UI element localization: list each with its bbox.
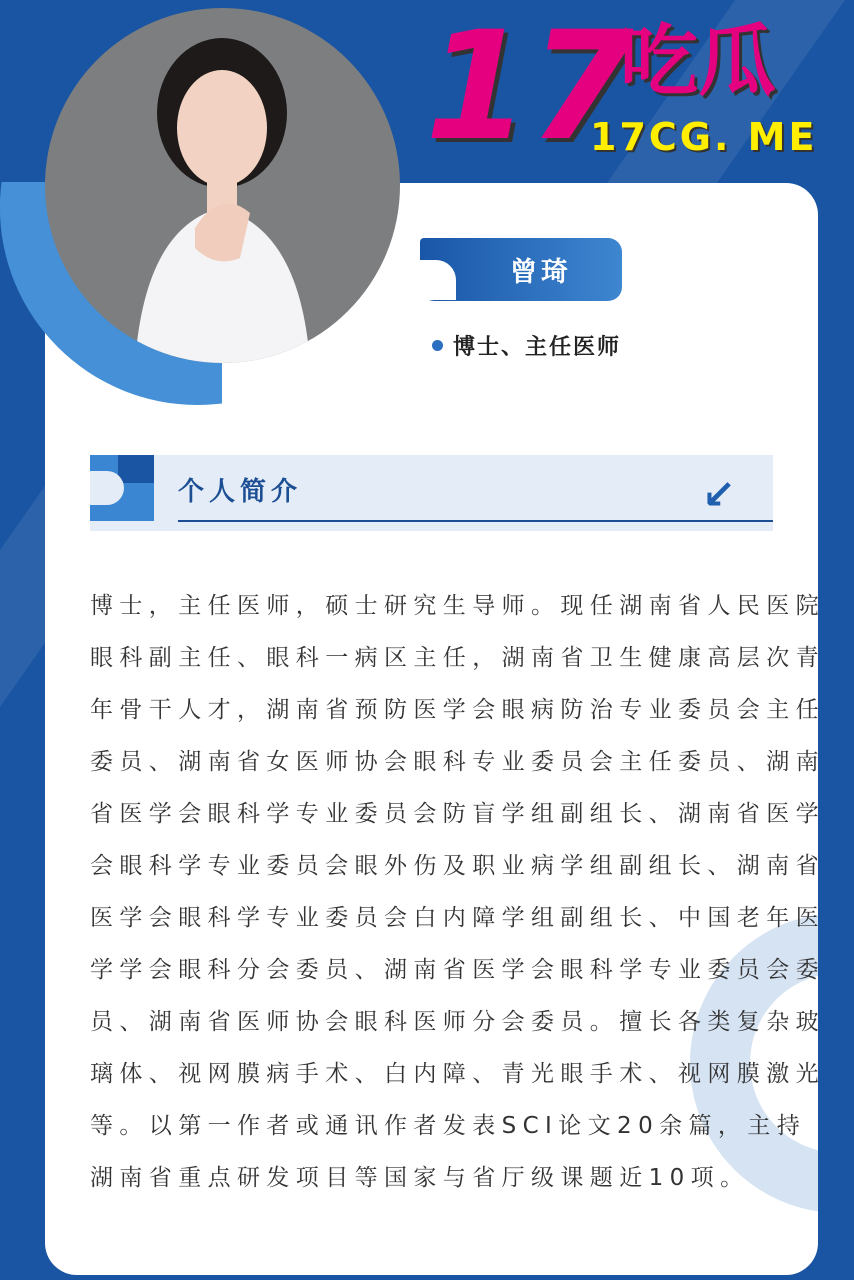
bio-line: 博士，主任医师，硕士研究生导师。现任湖南省人民医院 <box>90 593 825 619</box>
doctor-name-badge <box>420 238 622 301</box>
bio-line: 等。以第一作者或通讯作者发表SCI论文20余篇，主持 <box>90 1113 807 1139</box>
watermark-number: 17 <box>425 0 634 174</box>
watermark-logo <box>425 0 845 174</box>
bullet-dot <box>432 340 443 351</box>
bio-line: 学学会眼科分会委员、湖南省医学会眼科学专业委员会委 <box>90 957 825 983</box>
section-title: 个人简介 <box>178 477 303 507</box>
badge-notch <box>420 260 456 300</box>
doctor-title-row <box>432 330 621 361</box>
bio-line: 省医学会眼科学专业委员会防盲学组副组长、湖南省医学 <box>90 801 825 827</box>
doctor-title: 博士、主任医师 <box>453 335 622 360</box>
doctor-photo <box>45 8 400 363</box>
bio-line: 璃体、视网膜病手术、白内障、青光眼手术、视网膜激光 <box>90 1061 825 1087</box>
bio-line: 湖南省重点研发项目等国家与省厅级课题近10项。 <box>90 1165 750 1191</box>
doctor-name: 曾琦 <box>510 257 572 288</box>
bio-line: 眼科副主任、眼科一病区主任，湖南省卫生健康高层次青 <box>90 645 825 671</box>
section-header <box>90 455 773 531</box>
section-underline <box>178 520 773 522</box>
bio-line: 年骨干人才，湖南省预防医学会眼病防治专业委员会主任 <box>90 697 825 723</box>
bio-line: 员、湖南省医师协会眼科医师分会委员。擅长各类复杂玻 <box>90 1009 825 1035</box>
bio-line: 会眼科学专业委员会眼外伤及职业病学组副组长、湖南省 <box>90 853 825 879</box>
section-decoration <box>90 471 124 505</box>
bio-line: 委员、湖南省女医师协会眼科专业委员会主任委员、湖南 <box>90 749 825 775</box>
arrow-down-left-icon: ↙ <box>702 472 736 518</box>
watermark-url: 17CG. ME <box>590 115 818 159</box>
section-decoration <box>118 455 154 483</box>
watermark-chars: 吃瓜 <box>620 17 777 107</box>
bio-line: 医学会眼科学专业委员会白内障学组副组长、中国老年医 <box>90 905 825 931</box>
bio-text <box>90 584 825 1208</box>
